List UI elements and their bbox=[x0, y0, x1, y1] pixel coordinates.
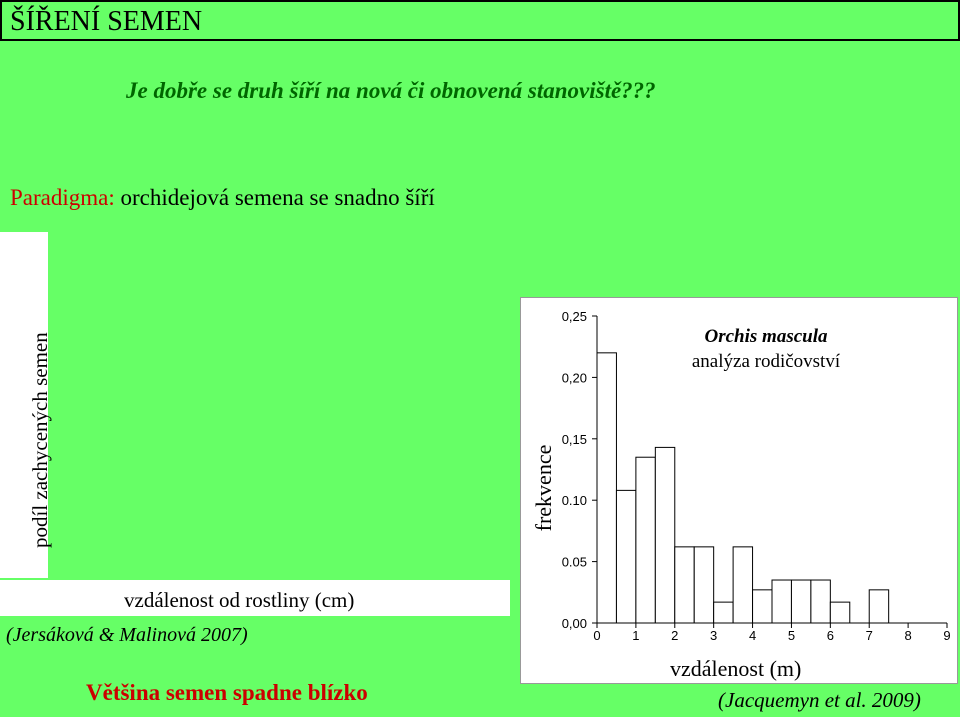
histogram-panel bbox=[520, 297, 958, 684]
histogram-bar bbox=[636, 457, 655, 623]
x-tick-label: 1 bbox=[632, 628, 640, 643]
histogram-bar bbox=[791, 580, 810, 623]
histogram-xlabel: vzdálenost (m) bbox=[670, 656, 802, 681]
x-tick-label: 4 bbox=[748, 628, 757, 643]
x-tick-label: 9 bbox=[943, 628, 951, 643]
left-citation: (Jersáková & Malinová 2007) bbox=[6, 624, 248, 646]
histogram-chart bbox=[521, 298, 957, 683]
x-tick-label: 5 bbox=[787, 628, 796, 643]
histogram-bar bbox=[597, 353, 616, 623]
histogram-bar bbox=[811, 580, 830, 623]
slide-title: ŠÍŘENÍ SEMEN bbox=[10, 6, 203, 37]
y-tick-label: 0,20 bbox=[561, 370, 587, 386]
x-tick-label: 6 bbox=[826, 628, 834, 643]
left-chart-ylabel: podíl zachycených semen bbox=[28, 332, 52, 548]
histogram-bar bbox=[655, 447, 674, 623]
y-tick-label: 0,15 bbox=[561, 431, 587, 447]
x-tick-label: 0 bbox=[593, 628, 601, 643]
x-tick-label: 3 bbox=[710, 628, 718, 643]
histogram-bar bbox=[694, 547, 713, 623]
y-tick-label: 0.10 bbox=[561, 493, 587, 509]
histogram-subtitle: analýza rodičovství bbox=[691, 351, 841, 372]
conclusion-text: Většina semen spadne blízko bbox=[86, 680, 368, 705]
histogram-title: Orchis mascula bbox=[704, 326, 828, 347]
paradigm-label: Paradigma: bbox=[10, 185, 115, 210]
histogram-bar bbox=[675, 547, 694, 623]
histogram-bar bbox=[733, 547, 752, 623]
paradigm-text: orchidejová semena se snadno šíří bbox=[120, 185, 435, 210]
paradigm-line bbox=[10, 185, 435, 211]
histogram-bar bbox=[714, 602, 733, 623]
left-chart-xlabel-panel bbox=[0, 580, 510, 616]
x-tick-label: 2 bbox=[671, 628, 679, 643]
y-tick-label: 0,25 bbox=[561, 309, 587, 324]
x-tick-label: 8 bbox=[904, 628, 912, 643]
histogram-ylabel: frekvence bbox=[531, 444, 556, 532]
histogram-bar bbox=[753, 590, 772, 623]
histogram-bar bbox=[869, 590, 888, 623]
histogram-bar bbox=[772, 580, 791, 623]
histogram-bar bbox=[830, 602, 849, 623]
x-tick-label: 7 bbox=[865, 628, 873, 643]
y-tick-label: 0,00 bbox=[561, 616, 587, 631]
right-citation: (Jacquemyn et al. 2009) bbox=[718, 688, 921, 712]
y-tick-label: 0.05 bbox=[561, 554, 587, 570]
question-text: Je dobře se druh šíří na nová či obnovená stanoviště??? bbox=[126, 78, 656, 103]
left-chart-xlabel: vzdálenost od rostliny (cm) bbox=[124, 588, 355, 612]
histogram-bar bbox=[616, 490, 635, 623]
title-bar bbox=[0, 0, 960, 41]
